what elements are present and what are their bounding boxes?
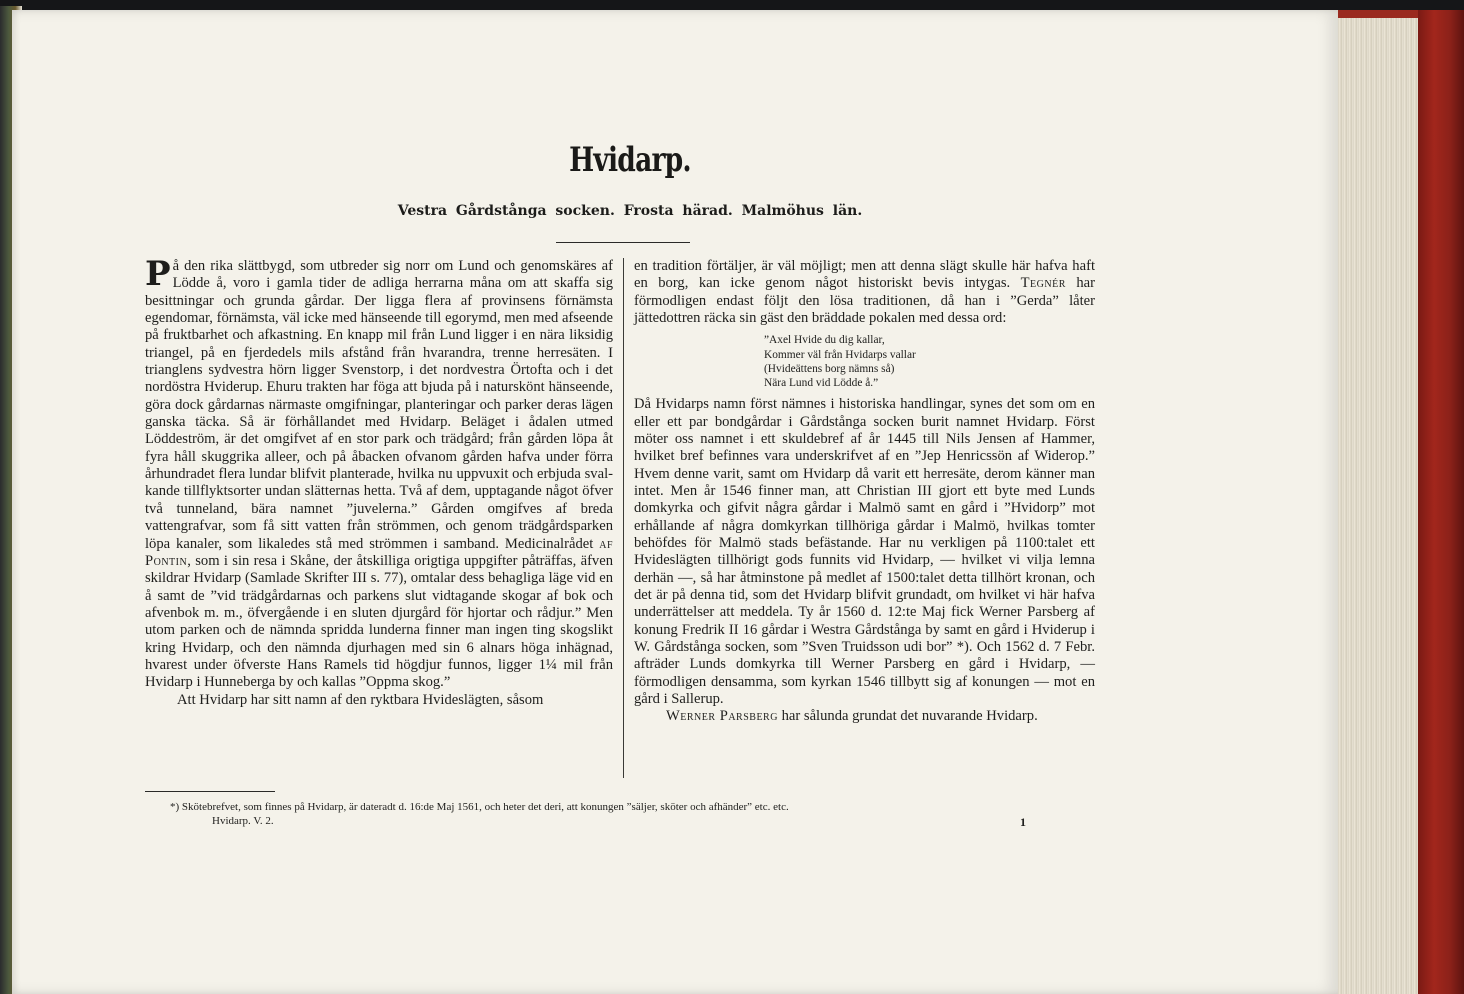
footnote-rule	[145, 791, 275, 792]
left-column	[145, 254, 614, 709]
verse-quote	[764, 333, 1095, 390]
left-paragraph-1-cont: , som i sin resa i Skåne, der åtskilliga origtiga uppgifter påträffas, äfven skildrar Hvidarp (Samlade Skrifter III s. 77), omtalar dess behagliga läge vid en å samt de ”vid trädgårdarnas och parkens slut vidtagande skogar af bok och afvenbok m. m., öfvergående i en sluten djurgård för hjortar och rådjur.” Men utom parken och de nämnda spridda lunderna finner man ingen ting skogslikt kring Hvidarp, och den nämnda djurhagen med sin 6 alnars höga inhägnad, hvarest under öfverste Hans Ramels tid högdjur funnos, ligger 1¼ mil från Hvidarp i Hunneberga by och kallas ”Oppma skog.”	[145, 552, 613, 691]
signature-mark: Hvidarp. V. 2.	[212, 815, 274, 827]
author-name-pontin: af Pontin	[145, 535, 614, 569]
title-rule	[556, 242, 690, 243]
left-paragraph-1-text: å den rika slättbygd, som utbreder sig norr om Lund och genomskäres af Lödde å, voro i gamla tider de adliga herrarna måna om att skaffa sig besittningar och grunda gårdar. Der ligga flera af provinsens förnämsta egendomar, förnämsta, väl icke med hänseende till egorymd, men med afseende på fruktbarhet och afkastning. En knapp mil från Lund ligger i en nära liksidig triangel, på en fjerdedels mils afstånd från hvarandra, trenne herresäten. I trianglens sydvestra hörn ligger Svenstorp, i det nordvestra Örtofta och i det nordöstra Hviderup. Ehuru trakten har föga att bjuda på i naturskönt hänseende, göra dock gårdarnas närmaste omgifningar, planteringar och parker deras lägen ganska täcka. Så är förhållandet med Hvidarp. Beläget i ådalen utmed Löddeström, är det omgifvet af en stor park och trädgård; från gården löpa åt fyra håll skuggrika alleer, och på åbacken ofvanom gården hafva under förra århundradet flera lundar blifvit planterade, hvilka nu uppvuxit och erbjuda svalkande tillflyktsorter undan slätternas hetta. Två af dem, upptagande något öfver två tunneland, bära namnet ”juvelerna.” Gården omgifves af breda vattengrafvar, som få sitt vatten från strömmen, och genom trädgårdsparken löpa kanaler, som likaledes stå med strömmen i samband. Medicinalrådet	[145, 258, 613, 552]
person-name-werner: Werner Parsberg	[666, 708, 778, 725]
right-paragraph-1-text: en tradition förtäljer, är väl möjligt; men att denna slägt skulle här hafva haft en borg, kan icke genom något historiskt bevis intygas.	[634, 258, 1095, 292]
left-paragraph-1	[145, 254, 614, 692]
drop-cap: P	[145, 254, 171, 294]
right-paragraph-2: Då Hvidarps namn först nämnes i historiska handlingar, synes det som om en eller ett par bondgårdar i Gårdstånga socken burit namnet Hvidarp. Först möter oss namnet i ett skuldebref af år 1445 till Nils Jensen af Hammer, hvilket bref befinnes vara underskrifvet af en ”Jep Henricssön af Widerop.” Hvem denne varit, samt om Hvidarp då varit ett herresäte, derom känner man intet. Men år 1546 finner man, att Christian III gjort ett byte med Lunds domkyrka och gifvit några gårdar i Malmö samt en gård i ”Hvidorp” mot erhållande af några domkyrkan tillhöriga gårdar i Malmö, hvilkas tomter behöfdes för Malmö stads befästande. Har nu verkligen på 1100:talet ett Hvideslägten tillhörigt gods funnits vid Hvidarp, — hvilket vi vilja lemna derhän —, så har åtminstone på medlet af 1500:talet detta tillhört kronan, och det är på denna tid, som det Hvidarp blifvit grundadt, om hvilket vi här hafva underrättelser att meddela. Ty år 1560 d. 12:te Maj fick Werner Parsberg af konung Fredrik II 16 gårdar i Westra Gårdstånga by samt en gård i Hviderup i W. Gårdstånga socken, som ”Sven Truidsson udi bor” *). Och 1562 d. 7 Febr. afträder Lunds domkyrka till Werner Parsberg en gård i Hvidarp, — förmodligen densamma, som kyrkan 1546 tillbytt sig af konungen — mot en gård i Sallerup.	[634, 396, 1095, 708]
page-subtitle: Vestra Gårdstånga socken. Frosta härad. Malmöhus län.	[397, 203, 863, 219]
right-column	[634, 258, 1095, 726]
verse-line: Nära Lund vid Lödde å.”	[764, 376, 879, 389]
right-paragraph-1-cont: har förmodligen endast följt den lösa traditionen, då han i ”Gerda” låter jättedottren räcka sin gäst den bräddade pokalen med dessa ord:	[634, 275, 1095, 327]
page-title: Hvidarp.	[569, 140, 691, 180]
right-paragraph-3	[634, 708, 1095, 725]
author-name-tegner: Tegnér	[1020, 275, 1066, 292]
book-cover-right	[1418, 10, 1464, 994]
verse-line: Kommer väl från Hvidarps vallar	[764, 348, 916, 361]
verse-line: ”Axel Hvide du dig kallar,	[764, 334, 885, 347]
verse-line: (Hvideättens borg nämns så)	[764, 362, 895, 375]
left-paragraph-2: Att Hvidarp har sitt namn af den ryktbara Hvideslägten, såsom	[177, 691, 544, 708]
footnote: *) Skötebrefvet, som finnes på Hvidarp, är dateradt d. 16:de Maj 1561, och heter det deri, att konungen ”säljer, sköter och afhänder” etc. etc.	[170, 801, 789, 813]
right-paragraph-1	[634, 258, 1095, 327]
page-edges	[1328, 16, 1422, 994]
page-number: 1	[1020, 815, 1026, 829]
right-paragraph-3-text: har sålunda grundat det nuvarande Hvidarp.	[777, 708, 1038, 725]
column-divider	[623, 258, 624, 778]
